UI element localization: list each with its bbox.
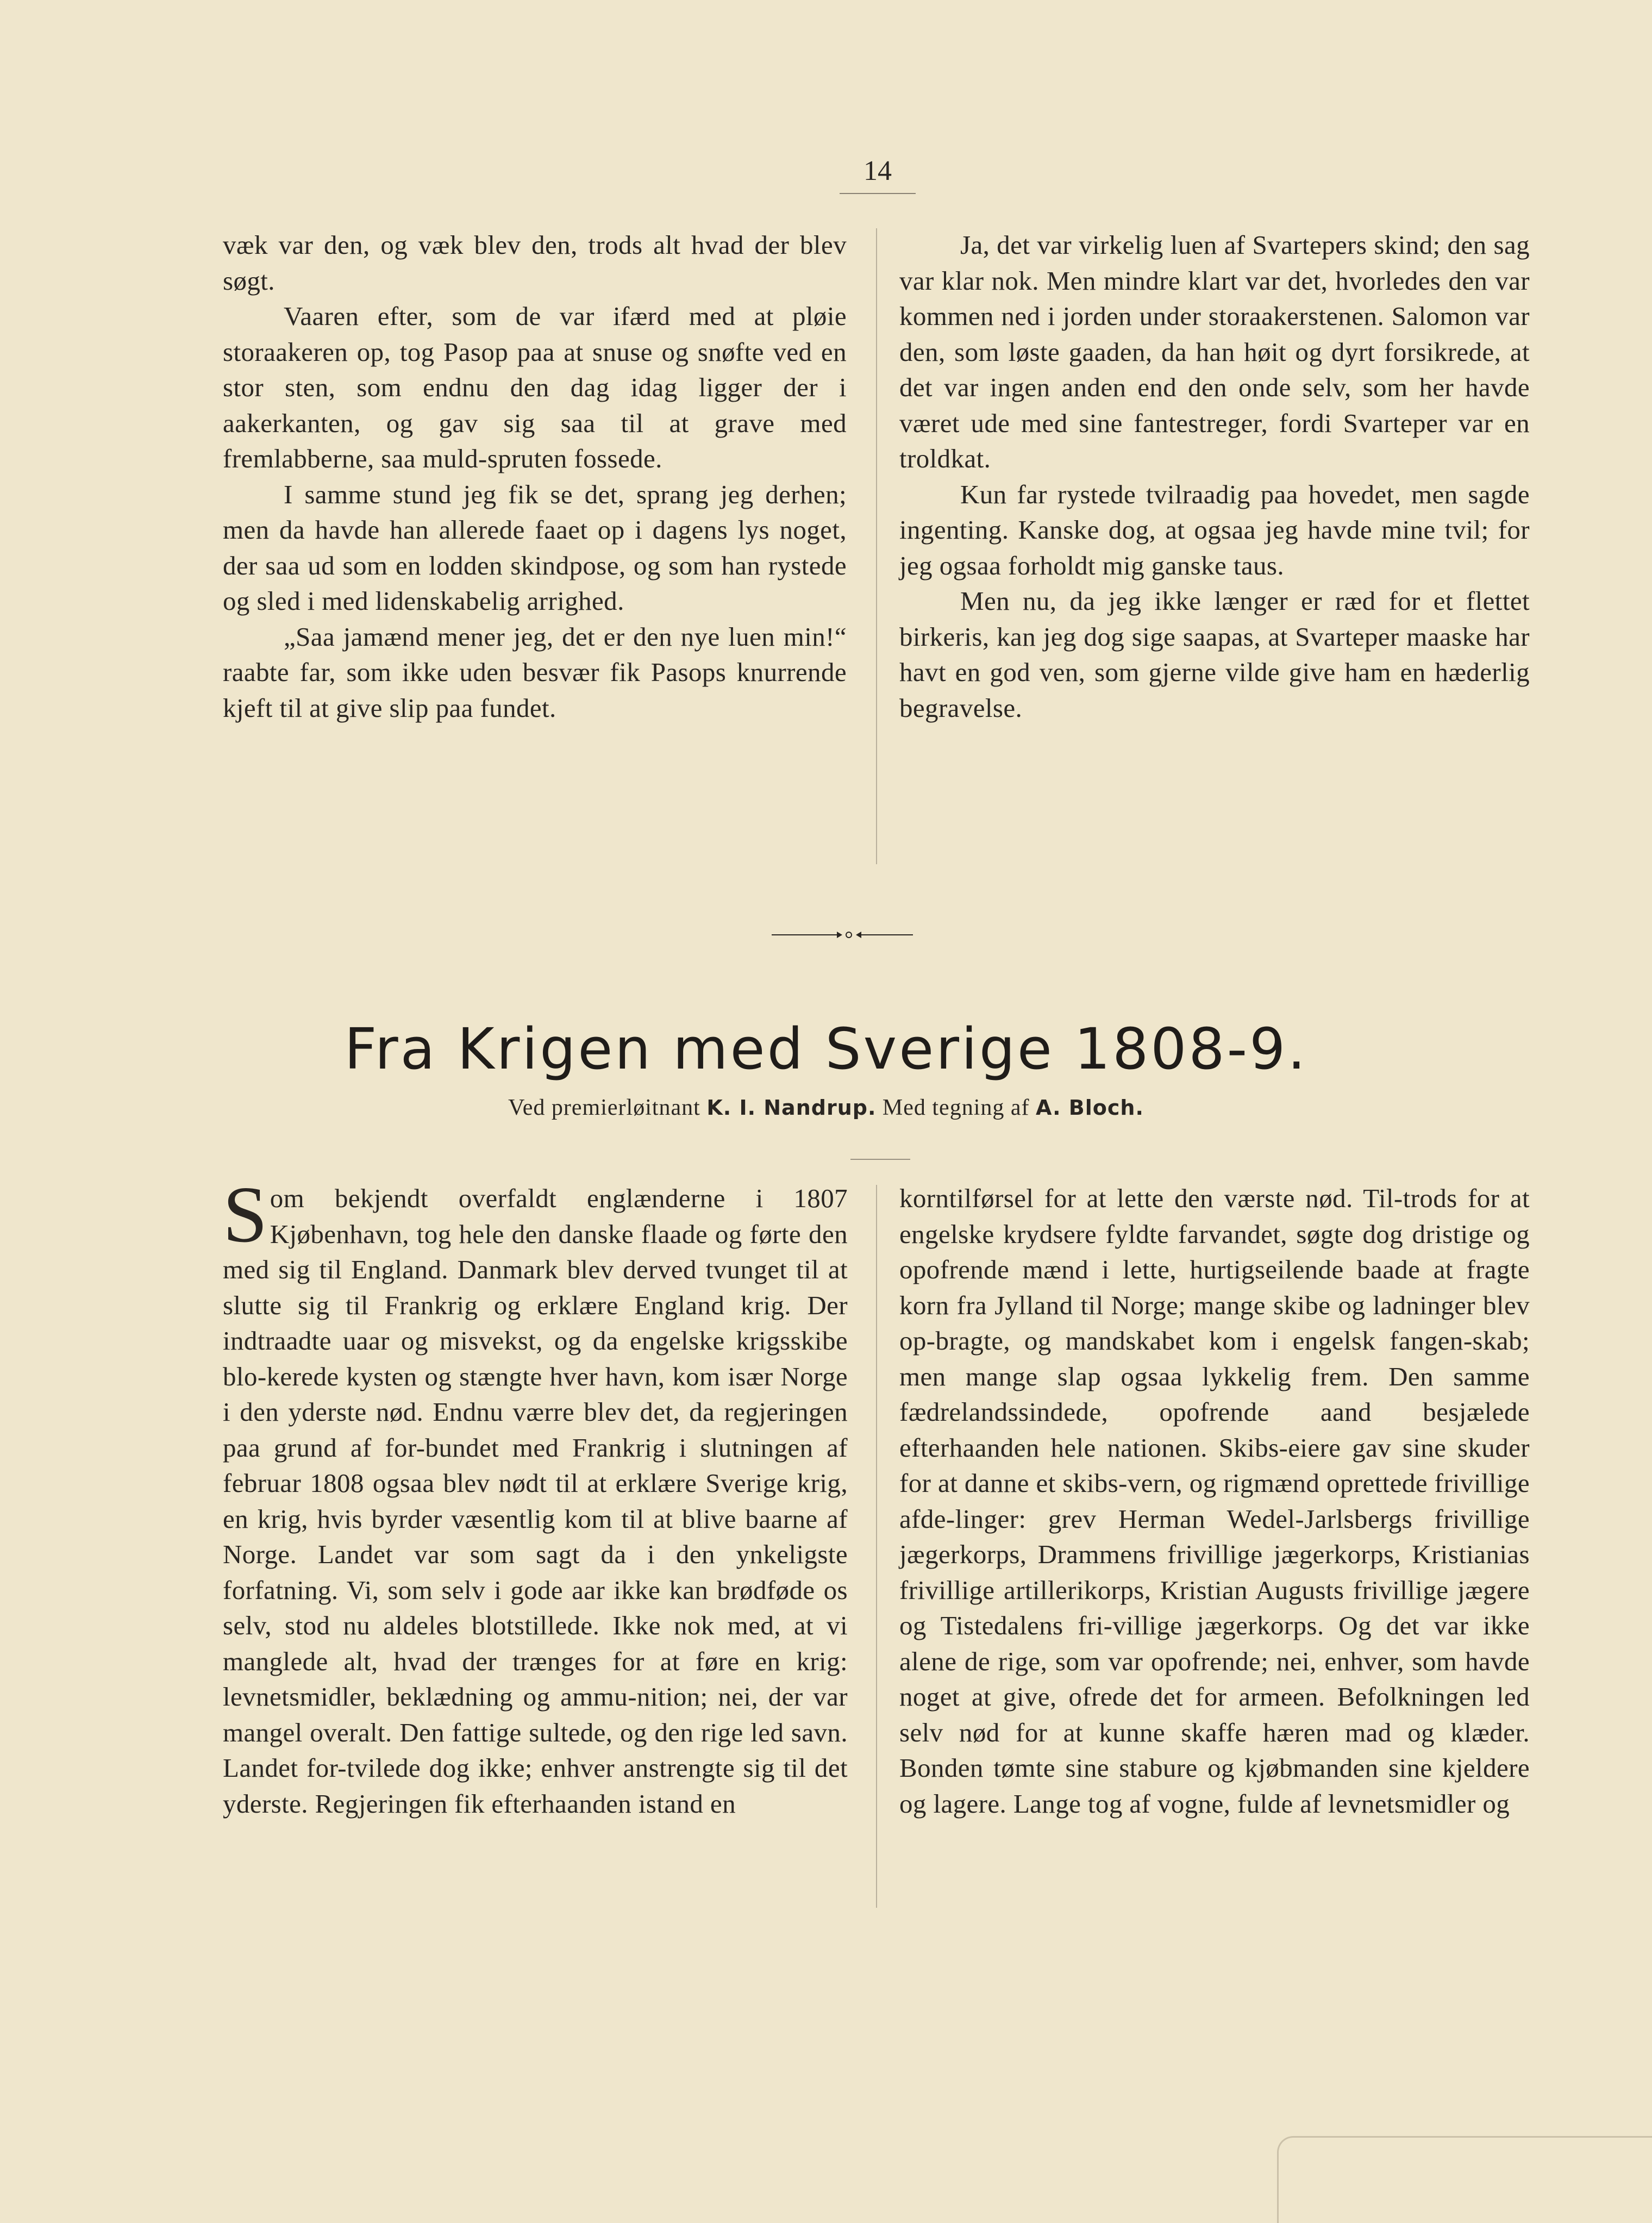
drop-cap: S xyxy=(223,1170,268,1259)
paragraph: Kun far rystede tvilraadig paa hovedet, men sagde ingenting. Kanske dog, at ogsaa jeg havde mine tvil; for jeg ogsaa forholdt mig ganske taus. xyxy=(899,479,1530,580)
column-divider-bottom xyxy=(876,1185,877,1908)
column-divider-top xyxy=(876,228,877,864)
article-right-column xyxy=(899,1181,1530,1821)
byline-author: K. I. Nandrup. xyxy=(706,1096,877,1120)
paragraph: Ja, det var virkelig luen af Svartepers skind; den sag var klar nok. Men mindre klart var det, hvorledes den var kommen ned i jorden under storaakerstenen. Salomon var den, som løste gaaden, da han høit og dyrt forsikrede, at det var ingen anden end den onde selv, som her havde været ude med sine fantestreger, fordi Svarteper var en troldkat. xyxy=(899,230,1530,473)
byline xyxy=(0,1094,1652,1122)
section-ornament xyxy=(761,924,924,946)
paragraph: Men nu, da jeg ikke længer er ræd for et flettet birkeris, kan jeg dog sige saapas, at Svarteper maaske har havt en god ven, som gjerne vilde give ham en hæderlig begravelse. xyxy=(899,586,1530,723)
page-number: 14 xyxy=(863,155,892,186)
paragraph: korntilførsel for at lette den værste nød. Til-trods for at engelske krydsere fyldte farvandet, søgte dog dristige og opofrende mænd i lette, hurtigseilende baade at fragte korn fra Jylland til Norge; mange skibe og ladninger blev op-bragte, og mandskabet kom i engelsk fangen-skab; men mange slap ogsaa lykkelig frem. Den samme fædrelandssindede, opofrende aand besjælede efterhaanden hele nationen. Skibs-eiere gav sine skuder for at danne et skibs-vern, og rigmænd oprettede frivillige afde-linger: grev Herman Wedel-Jarlsbergs frivillige jægerkorps, Drammens frivillige jægerkorps, Kristianias frivillige artillerikorps, Kristian Augusts frivillige jægere og Tistedalens fri-villige jægerkorps. Og det var ikke alene de rige, som var opofrende; nei, enhver, som havde noget at give, ofrede det for armeen. Befolkningen led selv nød for at kunne skaffe hæren mad og klæder. Bonden tømte sine stabure og kjøbmanden sine kjeldere og lagere. Lange tog af vogne, fulde af levnetsmidler og xyxy=(899,1183,1530,1819)
story-end-right-column xyxy=(899,227,1530,726)
paragraph-text: om bekjendt overfaldt englænderne i 1807 Kjøbenhavn, tog hele den danske flaade og førte den med sig til England. Danmark blev derved tvunget til at slutte sig til Frankrig og erklære England krig. Der indtraadte uaar og misvekst, og da engelske krigsskibe blo-kerede kysten og stængte hver havn, kom især Norge i den yderste nød. Endnu værre blev det, da regjeringen paa grund af for-bundet med Frankrig i slutningen af februar 1808 ogsaa blev nødt til at erklære Sverige krig, en krig, hvis byrder væsentlig kom til at blive baarne af Norge. Landet var som sagt da i den ynkeligste forfatning. Vi, som selv i gode aar ikke kan brødføde os selv, stod nu aldeles blotstillede. Ikke nok med, at vi manglede alt, hvad der trænges for at føre en krig: levnetsmidler, beklædning og ammu-nition; nei, der var mangel overalt. Den fattige sultede, og den rige led savn. Landet for-tvilede dog ikke; enhver anstrengte sig til det yderste. Regjeringen fik efterhaanden istand en xyxy=(223,1183,848,1819)
byline-mid: Med tegning af xyxy=(882,1095,1030,1120)
paragraph xyxy=(223,1170,848,1821)
story-end-left-column xyxy=(223,227,847,726)
article-left-column xyxy=(223,1170,848,1821)
paragraph: væk var den, og væk blev den, trods alt hvad der blev søgt. xyxy=(223,230,847,296)
byline-prefix: Ved premierløitnant xyxy=(508,1095,700,1120)
paragraph: Vaaren efter, som de var ifærd med at pløie storaakeren op, tog Pasop paa at snuse og snøfte ved en stor sten, som endnu den dag idag ligger der i aakerkanten, og gav sig saa til at grave med fremlabberne, saa muld-spruten fossede. xyxy=(223,301,847,473)
page-number-rule xyxy=(840,193,916,194)
byline-artist: A. Bloch. xyxy=(1035,1096,1144,1120)
title-rule xyxy=(850,1159,910,1160)
page-edge-mark xyxy=(1277,2136,1652,2223)
article-title: Fra Krigen med Sverige 1808-9. xyxy=(344,1016,1308,1082)
paragraph: I samme stund jeg fik se det, sprang jeg derhen; men da havde han allerede faaet op i dagens lys noget, der saa ud som en lodden skindpose, og som han rystede og sled i med lidenskabelig arrighed. xyxy=(223,479,847,616)
paragraph: „Saa jamænd mener jeg, det er den nye luen min!“ raabte far, som ikke uden besvær fik Pasops knurrende kjeft til at give slip paa fundet. xyxy=(223,621,847,723)
